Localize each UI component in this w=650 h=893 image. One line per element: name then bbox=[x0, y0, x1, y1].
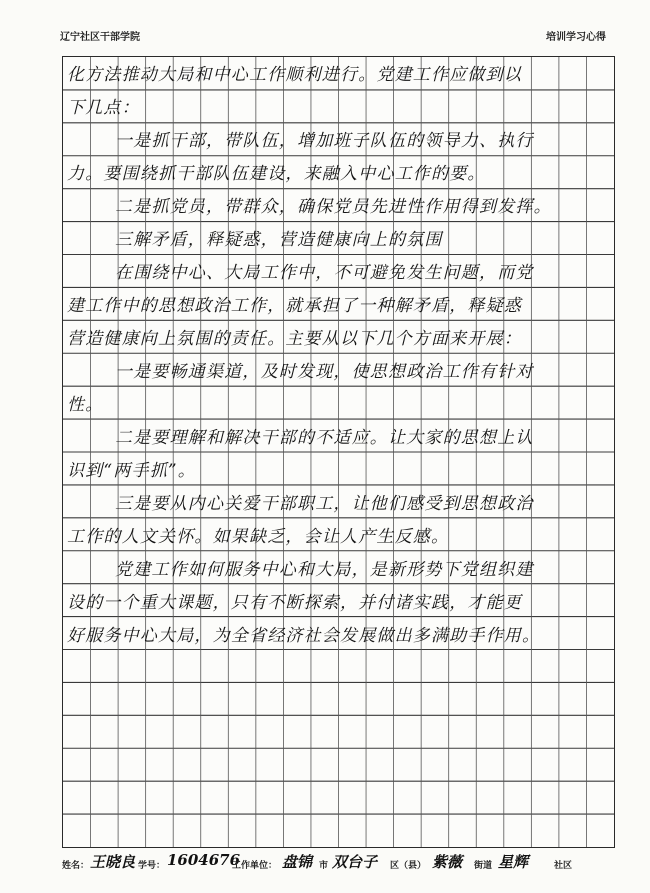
name-label: 姓名： bbox=[62, 861, 90, 871]
street-value: 紫薇 bbox=[432, 853, 463, 871]
work-unit-label: 工作单位： bbox=[232, 861, 278, 871]
school-name: 辽宁社区干部学院 bbox=[60, 32, 140, 43]
text-line: 下几点： bbox=[67, 97, 140, 118]
text-line: 三解矛盾，释疑惑，营造健康向上的氛围 bbox=[115, 229, 443, 250]
text-line: 设的一个重大课题，只有不断探索，并付诸实践，才能更 bbox=[67, 592, 522, 613]
text-line: 识到“两手抓”。 bbox=[67, 460, 196, 481]
document-type: 培训学习心得 bbox=[546, 32, 606, 43]
text-line: 建工作中的思想政治工作，就承担了一种解矛盾，释疑惑 bbox=[67, 295, 522, 316]
name-value: 王晓良 bbox=[90, 853, 136, 871]
district-label: 区（县） bbox=[390, 861, 427, 871]
text-line: 性。 bbox=[67, 394, 104, 415]
community-label: 社区 bbox=[554, 861, 573, 871]
street-label: 街道 bbox=[474, 861, 493, 871]
district-value: 双台子 bbox=[332, 853, 378, 871]
text-line: 营造健康向上氛围的责任。主要从以下几个方面来开展： bbox=[67, 328, 522, 349]
text-line: 好服务中心大局，为全省经济社会发展做出多满助手作用。 bbox=[67, 625, 541, 646]
text-line: 三是要从内心关爱干部职工，让他们感受到思想政治 bbox=[115, 493, 534, 514]
text-line: 二是抓党员，带群众，确保党员先进性作用得到发挥。 bbox=[115, 196, 552, 217]
student-id-value: 1604676 bbox=[167, 851, 241, 869]
text-line: 一是抓干部，带队伍，增加班子队伍的领导力、执行 bbox=[115, 130, 534, 151]
text-line: 力。要围绕抓干部队伍建设，来融入中心工作的要。 bbox=[67, 163, 486, 184]
text-line: 化方法推动大局和中心工作顺利进行。党建工作应做到以 bbox=[67, 64, 522, 85]
page-footer bbox=[62, 851, 614, 877]
community-value: 星辉 bbox=[498, 853, 529, 871]
city-label: 市 bbox=[319, 861, 329, 871]
text-line: 二是要理解和解决干部的不适应。让大家的思想上认 bbox=[115, 427, 534, 448]
text-line: 工作的人文关怀。如果缺乏，会让人产生反感。 bbox=[67, 526, 450, 547]
student-id-label: 学号： bbox=[138, 861, 166, 871]
page-header bbox=[60, 28, 606, 44]
province-value: 盘锦 bbox=[282, 853, 313, 871]
writing-grid bbox=[62, 56, 615, 848]
text-line: 一是要畅通渠道，及时发现，使思想政治工作有针对 bbox=[115, 361, 534, 382]
text-line: 党建工作如何服务中心和大局，是新形势下党组织建 bbox=[115, 559, 534, 580]
text-line: 在围绕中心、大局工作中，不可避免发生问题，而党 bbox=[115, 262, 534, 283]
